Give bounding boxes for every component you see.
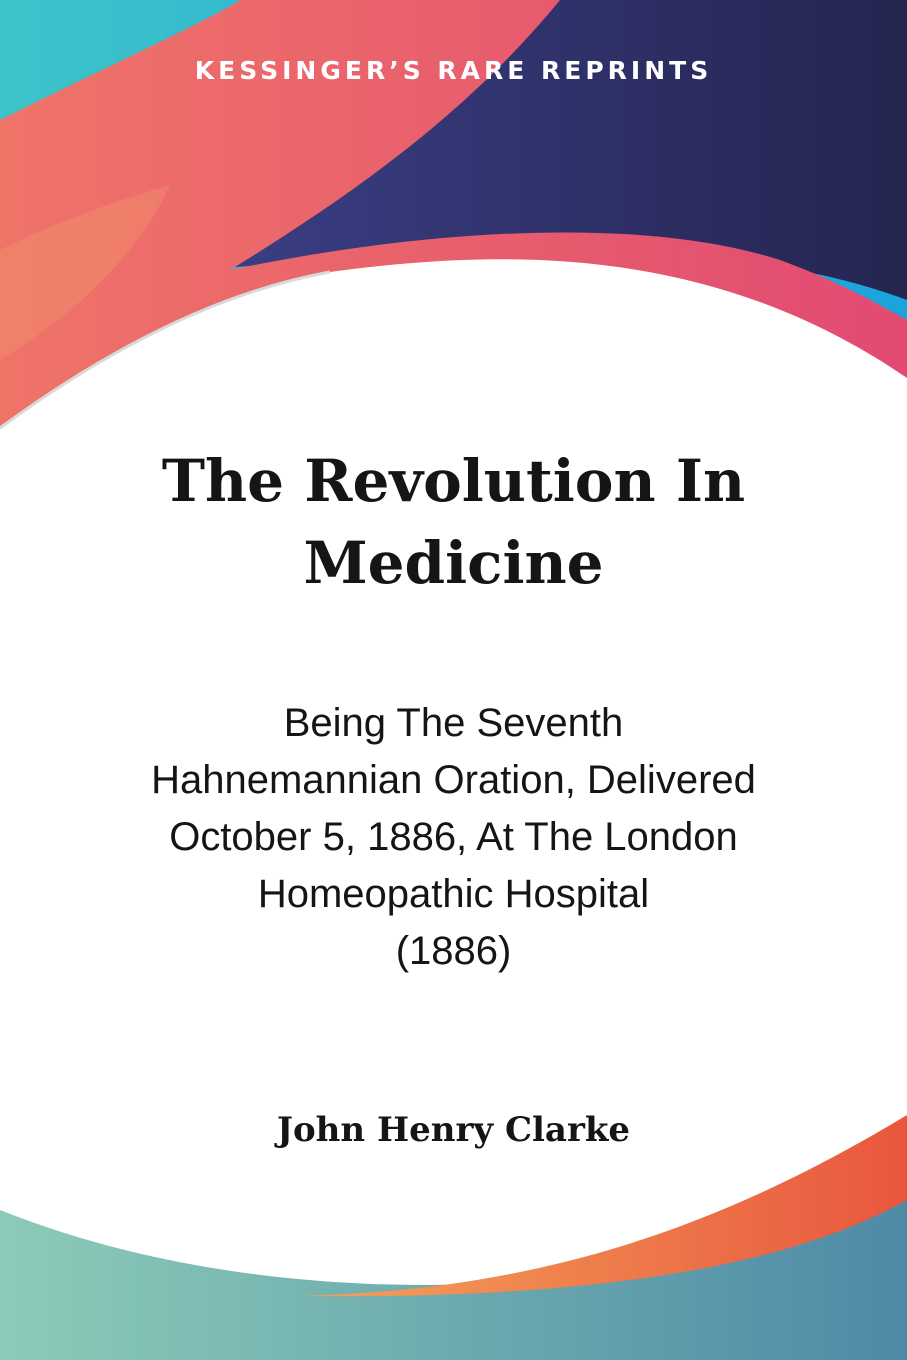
subtitle-line-5: (1886)	[395, 929, 512, 973]
title-line-2: Medicine	[303, 529, 604, 597]
subtitle-line-3: October 5, 1886, At The London	[169, 815, 738, 859]
subtitle-line-2: Hahnemannian Oration, Delivered	[151, 758, 756, 802]
author-name: John Henry Clarke	[276, 1110, 631, 1150]
subtitle-line-1: Being The Seventh	[283, 701, 624, 745]
title-line-1: The Revolution In	[161, 447, 746, 515]
book-subtitle	[60, 695, 847, 980]
subtitle-line-4: Homeopathic Hospital	[257, 872, 650, 916]
publisher-banner: KESSINGER’S RARE REPRINTS	[194, 56, 713, 85]
book-title	[60, 440, 847, 604]
